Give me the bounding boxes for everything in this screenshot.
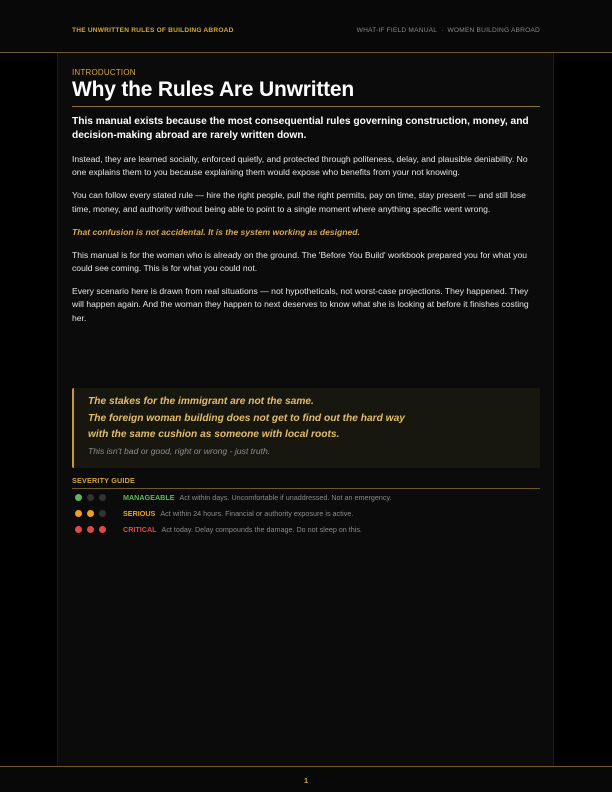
lede-paragraph: This manual exists because the most consequential rules governing construction, money, and decision-making abroad are rarely written down. [72,116,529,141]
severity-dot-icon [87,494,94,501]
page-title: Why the Rules Are Unwritten [72,78,540,107]
body-paragraph: Instead, they are learned socially, enforced quietly, and protected through politeness, delay, and plausible deniability. No one explains them to you because explaining them would expose who benefits from your not knowing. [72,154,528,178]
body-paragraph: You can follow every stated rule — hire the right people, pull the right permits, pay on time, stay present — and still lose time, money, and authority without being able to point to a single moment where anything specific went wrong. [72,190,526,214]
severity-dot-icon [75,510,82,517]
severity-description: Act within days. Uncomfortable if unaddressed. Not an emergency. [179,492,392,502]
main-content [72,68,540,325]
callout-line: The stakes for the immigrant are not the same. [88,396,314,407]
page-header [0,0,612,53]
severity-dots [75,494,123,501]
severity-guide-heading: SEVERITY GUIDE [72,476,540,489]
severity-dot-icon [87,510,94,517]
severity-dots [75,510,123,517]
severity-row-manageable [75,492,392,502]
manual-title: THE UNWRITTEN RULES OF BUILDING ABROAD [72,27,234,34]
series-label-part1: WHAT-IF FIELD MANUAL [356,27,438,34]
emphasis-statement: That confusion is not accidental. It is the system working as designed. [72,226,360,237]
severity-dot-icon [87,526,94,533]
severity-label: CRITICAL [123,524,157,534]
severity-description: Act within 24 hours. Financial or authority exposure is active. [160,508,354,518]
severity-dot-icon [99,494,106,501]
severity-dot-icon [99,526,106,533]
body-paragraph: Every scenario here is drawn from real situations — not hypotheticals, not worst-case projections. They happened. They will happen again. And the woman they happen to next deserves to know what she is looking at before it finishes costing her. [72,286,529,323]
severity-row-critical [75,524,362,534]
callout-note: This isn't bad or good, right or wrong - just truth. [88,445,271,456]
severity-dot-icon [75,526,82,533]
severity-dots [75,526,123,533]
body-paragraph: This manual is for the woman who is already on the ground. The 'Before You Build' workbook prepared you for what you could see coming. This is for what you could not. [72,249,528,274]
stakes-callout [72,388,540,468]
severity-description: Act today. Delay compounds the damage. Do not sleep on this. [161,524,362,534]
page-footer [0,766,612,792]
callout-line: with the same cushion as someone with local roots. [88,429,340,440]
severity-row-serious [75,508,353,518]
series-label-part2: WOMEN BUILDING ABROAD [447,27,540,34]
callout-line: The foreign woman building does not get to find out the hard way [88,412,405,424]
severity-dot-icon [99,510,106,517]
severity-label: SERIOUS [123,508,156,518]
severity-dot-icon [75,494,82,501]
severity-label: MANAGEABLE [123,492,175,502]
section-kicker: INTRODUCTION [72,68,136,77]
series-label [357,27,540,34]
series-separator: · [441,27,444,34]
page-number: 1 [303,776,309,785]
